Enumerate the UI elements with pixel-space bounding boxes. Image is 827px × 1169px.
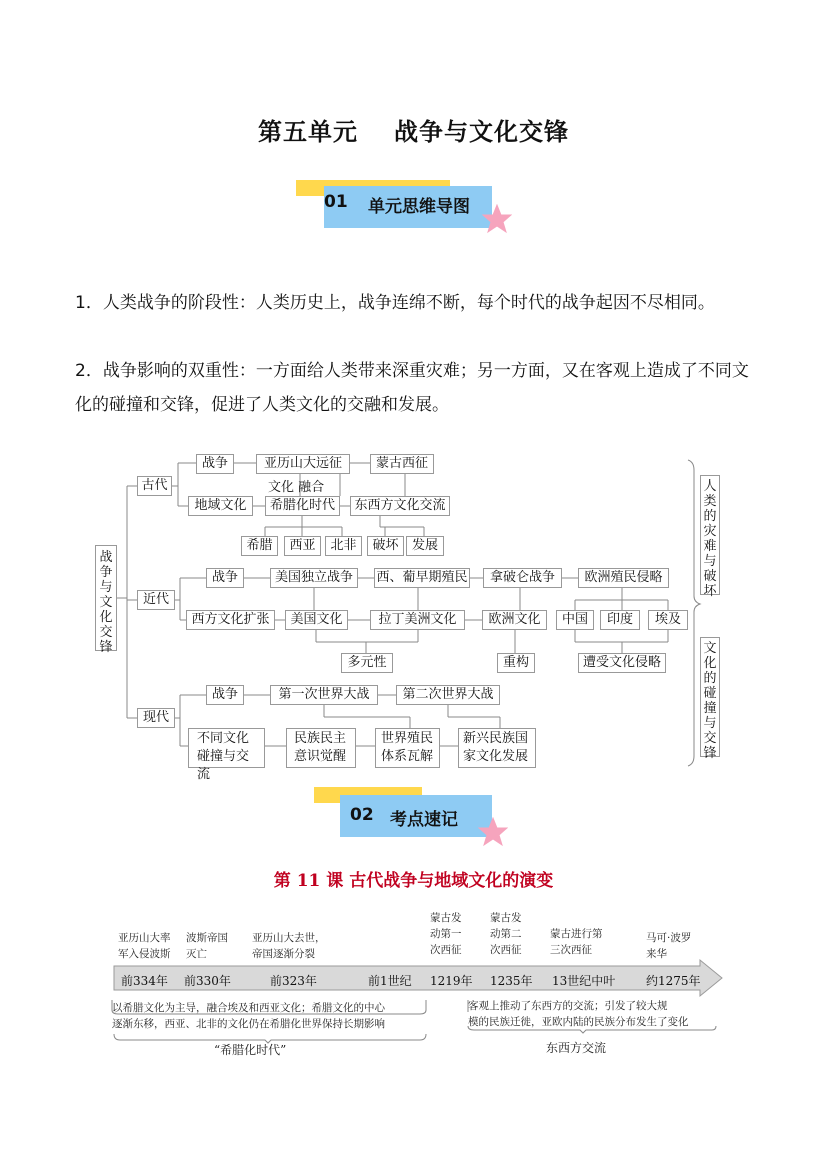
- contemporary-ww2: 第二次世界大战: [396, 685, 500, 705]
- unit-number: 第五单元: [258, 118, 358, 146]
- era-ancient: 古代: [137, 476, 172, 496]
- modern-euro-colon: 欧洲殖民侵略: [578, 568, 669, 588]
- banner-number: 02: [350, 805, 374, 825]
- lesson-title: 第 11 课 古代战争与地域文化的演变: [273, 871, 554, 891]
- timeline-date: 前334年: [121, 974, 168, 988]
- contemporary-newnation: 新兴民族国家文化发展: [458, 728, 536, 768]
- ancient-hellenistic: 希腊化时代: [265, 496, 340, 516]
- ancient-destroy: 破坏: [367, 536, 404, 556]
- contemporary-war: 战争: [206, 685, 244, 705]
- contemporary-awaken: 民族民主意识觉醒: [286, 728, 356, 768]
- timeline-date: 1219年: [430, 974, 473, 988]
- banner-text: 单元思维导图: [368, 197, 470, 217]
- modern-rebuild: 重构: [497, 653, 535, 673]
- contemporary-collision: 不同文化碰撞与交流: [188, 728, 265, 768]
- modern-us-culture: 美国文化: [285, 610, 348, 630]
- modern-egypt: 埃及: [648, 610, 688, 630]
- ancient-northafrica: 北非: [325, 536, 362, 556]
- timeline-date: 13世纪中叶: [552, 974, 616, 988]
- mindmap-root: 战 争 与 文 化 交 锋: [95, 545, 117, 651]
- timeline-event: 蒙古发动第二次西征: [490, 912, 522, 956]
- timeline-event: 亚历山大去世，帝国逐渐分裂: [252, 932, 326, 960]
- timeline-right-note: 模的民族迁徙，亚欧内陆的民族分布发生了变化: [468, 1016, 689, 1028]
- paragraph-2: 2．战争影响的双重性：一方面给人类带来深重灾难；另一方面，又在客观上造成了不同文化的碰撞和交锋，促进了人类文化的交融和发展。: [75, 361, 749, 415]
- timeline-date: 前330年: [184, 974, 231, 988]
- era-modern: 近代: [137, 590, 175, 610]
- timeline-event: 波斯帝国灭亡: [186, 932, 228, 960]
- ancient-westasia: 西亚: [284, 536, 321, 556]
- banner-text: 考点速记: [390, 810, 458, 830]
- paragraph-1: 1．人类战争的阶段性：人类历史上，战争连绵不断，每个时代的战争起因不尽相同。: [75, 293, 715, 313]
- ancient-mongol: 蒙古西征: [370, 454, 434, 474]
- unit-name: 战争与文化交锋: [394, 118, 569, 146]
- modern-diverse: 多元性: [341, 653, 393, 673]
- modern-india: 印度: [600, 610, 640, 630]
- timeline-event: 亚历山大率军入侵波斯: [118, 932, 171, 960]
- timeline-left-label: “希腊化时代”: [214, 1043, 287, 1057]
- timeline-date: 约1275年: [646, 974, 701, 988]
- timeline-right-label: 东西方交流: [546, 1041, 607, 1055]
- timeline-event: 马可·波罗来华: [646, 932, 692, 960]
- ancient-develop: 发展: [406, 536, 444, 556]
- contemporary-ww1: 第一次世界大战: [270, 685, 378, 705]
- contemporary-collapse: 世界殖民体系瓦解: [375, 728, 440, 768]
- modern-latin: 拉丁美洲文化: [370, 610, 465, 630]
- modern-china: 中国: [556, 610, 594, 630]
- ancient-regional: 地域文化: [188, 496, 253, 516]
- side-box-disaster: 人 类 的 灾 难 与 破 坏: [700, 475, 720, 595]
- ancient-alexander: 亚历山大远征: [256, 454, 350, 474]
- timeline-date: 1235年: [490, 974, 533, 988]
- timeline-date: 前1世纪: [368, 974, 412, 988]
- modern-napoleon: 拿破仑战争: [483, 568, 562, 588]
- timeline-event: 蒙古进行第三次西征: [550, 928, 603, 956]
- modern-us-indep: 美国独立战争: [270, 568, 358, 588]
- timeline-event: 蒙古发动第一次西征: [430, 912, 462, 956]
- timeline-left-note: 逐渐东移，西亚、北非的文化仍在希腊化世界保持长期影响: [112, 1018, 385, 1030]
- modern-expand: 西方文化扩张: [186, 610, 275, 630]
- timeline-date: 前323年: [270, 974, 317, 988]
- modern-colon: 西、葡早期殖民: [374, 568, 470, 588]
- ancient-eastwest: 东西方文化交流: [350, 496, 450, 516]
- side-box-collision: 文 化 的 碰 撞 与 交 锋: [700, 637, 720, 757]
- ancient-greece: 希腊: [241, 536, 278, 556]
- modern-war: 战争: [206, 568, 244, 588]
- timeline-left-note: 以希腊文化为主导，融合埃及和西亚文化；希腊文化的中心: [112, 1002, 385, 1014]
- modern-invaded: 遭受文化侵略: [578, 653, 666, 673]
- ancient-culture-merge: 文化 融合: [268, 480, 325, 495]
- ancient-war: 战争: [196, 454, 234, 474]
- modern-euro-culture: 欧洲文化: [482, 610, 547, 630]
- era-contemporary: 现代: [137, 708, 175, 728]
- timeline-right-note: 客观上推动了东西方的交流；引发了较大规: [468, 1000, 668, 1012]
- banner-number: 01: [324, 192, 348, 212]
